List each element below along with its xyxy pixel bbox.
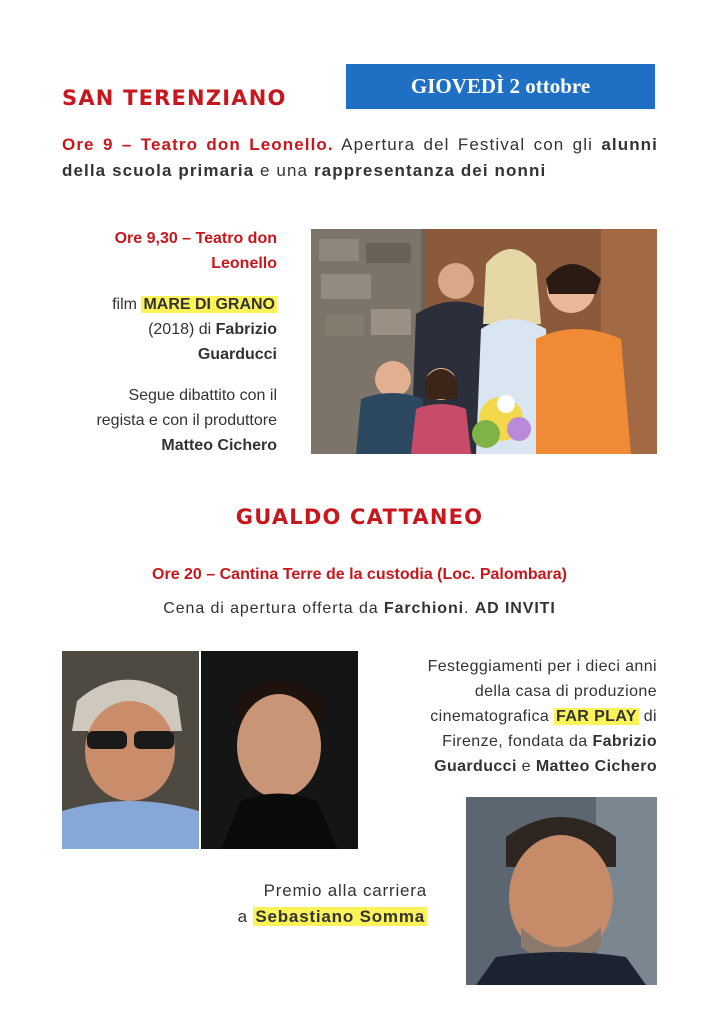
event-text: e una xyxy=(254,161,314,180)
film-by: di xyxy=(194,321,216,338)
section-title-san-terenziano: SAN TERENZIANO xyxy=(62,86,287,110)
founders-and: e xyxy=(516,758,536,775)
company-name: FAR PLAY xyxy=(556,708,637,725)
screening-time-line2: Leonello xyxy=(211,255,277,272)
debate-line2: regista e con il produttore xyxy=(96,412,277,429)
date-label: GIOVEDÌ 2 ottobre xyxy=(410,74,591,98)
founder1-first: Fabrizio xyxy=(592,733,657,750)
award-line1: Premio alla carriera xyxy=(263,881,427,900)
award-prefix: a xyxy=(237,907,254,926)
portrait-photo-somma xyxy=(466,797,657,985)
film-title: MARE DI GRANO xyxy=(143,296,275,313)
dinner-info xyxy=(0,600,719,618)
debate-line1: Segue dibattito con il xyxy=(128,387,277,404)
founder1-last: Guarducci xyxy=(434,758,517,775)
section-title-gualdo-cattaneo: GUALDO CATTANEO xyxy=(235,505,484,529)
film-year: (2018) xyxy=(148,321,195,338)
screening-time-place xyxy=(60,226,277,276)
date-banner xyxy=(346,64,655,109)
film-prefix: film xyxy=(112,296,142,313)
film-info xyxy=(60,292,277,367)
event-time-place: Ore 9 – Teatro don Leonello. xyxy=(62,135,334,154)
award-winner: Sebastiano Somma xyxy=(255,907,425,926)
celebration-line1: Festeggiamenti per i dieci anni xyxy=(427,658,657,675)
film-still-photo xyxy=(311,229,657,454)
event-highlight-students: alunni della scuola primaria xyxy=(62,135,658,180)
dinner-sep: . xyxy=(464,600,475,617)
event-text: Apertura del Festival con gli xyxy=(333,135,602,154)
dinner-text: Cena di apertura offerta da xyxy=(163,600,384,617)
event-opening-festival xyxy=(62,132,658,184)
dinner-sponsor: Farchioni xyxy=(383,600,464,617)
producer-name: Matteo Cichero xyxy=(161,437,277,454)
founder2-name: Matteo Cichero xyxy=(535,758,657,775)
event-highlight-grandparents: rappresentanza dei nonni xyxy=(313,161,547,180)
debate-info xyxy=(60,383,277,458)
director-last: Guarducci xyxy=(197,346,277,363)
screening-time-line1: Ore 9,30 – Teatro don xyxy=(114,230,277,247)
celebration-line3-prefix: cinematografica xyxy=(430,708,555,725)
celebration-line3-suffix: di xyxy=(638,708,657,725)
celebration-line4-prefix: Firenze, fondata da xyxy=(442,733,593,750)
portrait-photo-guarducci xyxy=(62,651,199,849)
portrait-photo-cichero xyxy=(201,651,358,849)
dinner-note: AD INVITI xyxy=(474,600,556,617)
career-award xyxy=(180,878,427,930)
dinner-time-place: Ore 20 – Cantina Terre de la custodia (Loc. Palombara) xyxy=(152,566,567,583)
celebration-info xyxy=(360,654,657,779)
celebration-line2: della casa di produzione xyxy=(474,683,657,700)
event-film-screening xyxy=(60,226,277,458)
director-first: Fabrizio xyxy=(215,321,277,338)
